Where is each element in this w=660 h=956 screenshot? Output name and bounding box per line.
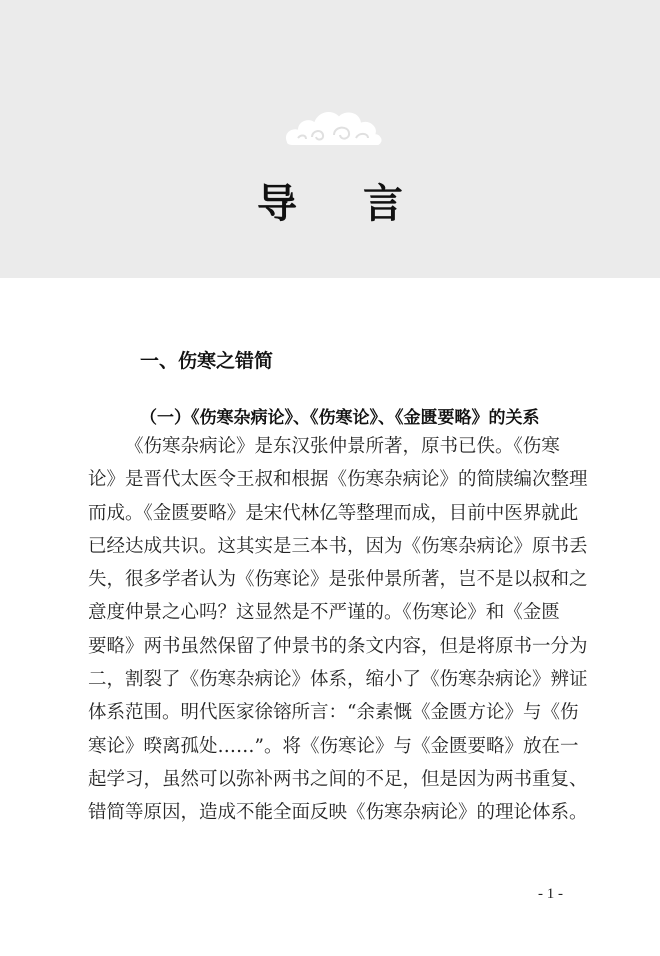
paragraph-line: 错简等原因，造成不能全面反映《伤寒杂病论》的理论体系。 [88, 802, 588, 824]
paragraph-line: 《伤寒杂病论》是东汉张仲景所著，原书已佚。《伤寒 [125, 436, 560, 457]
paragraph-line: 体系范围。明代医家徐镕所言：“余素慨《金匮方论》与《伤 [88, 702, 579, 724]
auspicious-cloud-icon [282, 104, 384, 150]
paragraph-line: 意度仲景之心吗？这显然是不严谨的。《伤寒论》和《金匮 [88, 602, 560, 624]
paragraph-line: 已经达成共识。这其实是三本书，因为《伤寒杂病论》原书丢 [88, 535, 588, 557]
chapter-header-band [0, 0, 660, 278]
paragraph-line: 起学习，虽然可以弥补两书之间的不足，但是因为两书重复、 [88, 768, 588, 790]
paragraph-line: 失，很多学者认为《伤寒论》是张仲景所著，岂不是以叔和之 [88, 569, 588, 591]
chapter-title: 导 言 [257, 181, 429, 227]
paragraph-line: 论》是晋代太医令王叔和根据《伤寒杂病论》的简牍编次整理 [88, 469, 588, 491]
paragraph-line: 寒论》暌离孤处……”。将《伤寒论》与《金匮要略》放在一 [88, 735, 579, 757]
section-heading: 一、伤寒之错简 [140, 350, 274, 372]
paragraph-line: 而成。《金匮要略》是宋代林亿等整理而成，目前中医界就此 [88, 502, 579, 524]
body-paragraph [88, 430, 588, 830]
page-number: - 1 - [538, 886, 563, 902]
subsection-heading: （一）《伤寒杂病论》、《伤寒论》、《金匮要略》的关系 [140, 408, 540, 428]
paragraph-line: 二，割裂了《伤寒杂病论》体系，缩小了《伤寒杂病论》辨证 [88, 669, 588, 691]
paragraph-line: 要略》两书虽然保留了仲景书的条文内容，但是将原书一分为 [88, 635, 588, 657]
